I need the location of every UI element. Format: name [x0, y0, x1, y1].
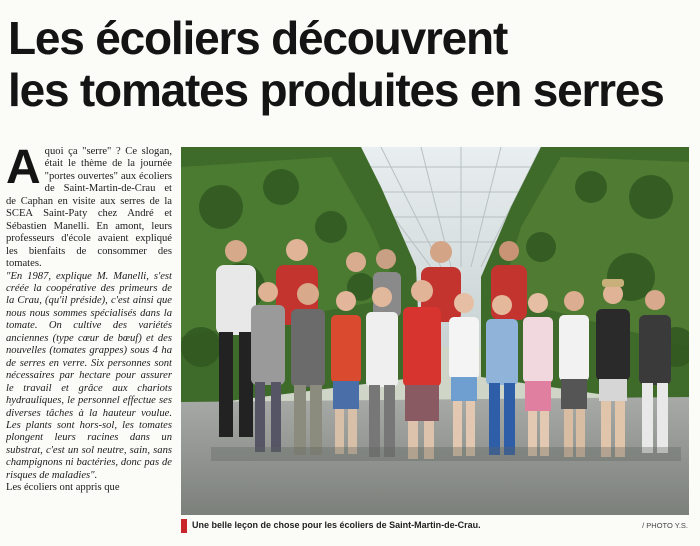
photo-caption: Une belle leçon de chose pour les écoliers de Saint-Martin-de-Crau.	[192, 520, 481, 530]
article-paragraph-2	[6, 271, 172, 483]
quote-body: s'est créée la coopérative des primeurs de la Crau, (qu'il préside), c'est ainsi que nous nous sommes spécialisés dans la tomate. On cultive des variétés anciennes (type cœur de bœuf) et des nouvelles (tomates grappes) sous 4 ha de serres en verre. Six personnes sont nécessaires par hectare pour assurer le travail et grâce aux chariots hydrauliques, le personnel effectue ses diverses tâches à la hauteur voulue. Les plants sont hors-sol, les tomates plongent leurs racines dans un substrat, c'est un sol neutre, sain, sans champignons ni bactéries, donc pas de risques de maladies".	[6, 270, 172, 481]
caption-accent-bar	[181, 519, 187, 533]
photo-credit: / PHOTO Y.S.	[642, 521, 688, 530]
headline-line-1: Les écoliers découvrent	[8, 12, 508, 64]
article-headline	[8, 12, 698, 116]
article-body-column	[6, 146, 172, 546]
quote-intro: "En 1987, explique M. Manelli,	[6, 270, 154, 282]
article-paragraph-1: Aquoi ça "serre" ? Ce slogan, était le thème de la journée "portes ouvertes" aux écoliers de Saint-Martin-de-Crau et de Caphan en visite aux serres de la SCEA Saint-Paty chez André et Sébastien Manelli. En amont, leurs professeurs d'école avaient expliqué les bienfaits de consommer des tomates.	[6, 146, 172, 270]
greenhouse-group-photo	[181, 147, 689, 515]
headline-line-2: les tomates produites en serres	[8, 64, 664, 116]
article-photo	[181, 147, 689, 515]
drop-cap: A	[6, 146, 41, 194]
article-paragraph-3: Les écoliers ont appris que	[6, 482, 120, 494]
